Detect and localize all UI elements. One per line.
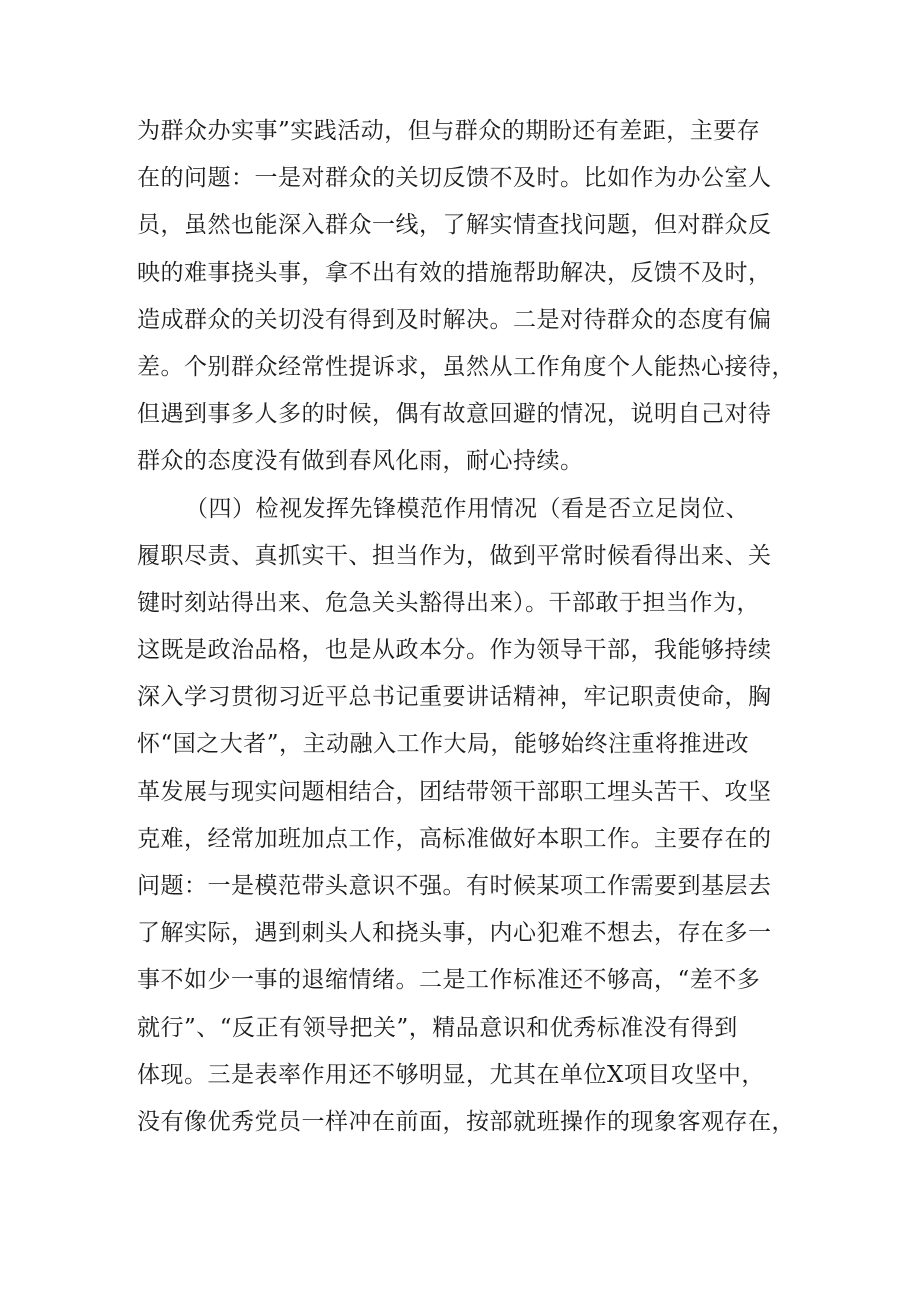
text-line: 深入学习贯彻习近平总书记重要讲话精神，牢记职责使命，胸 (137, 684, 772, 711)
text-line: 了解实际，遇到刺头人和挠头事，内心犯难不想去，存在多一 (137, 920, 772, 947)
text-line: 这既是政治品格，也是从政本分。作为领导干部，我能够持续 (137, 637, 772, 664)
text-line: 在的问题：一是对群众的关切反馈不及时。比如作为办公室人 (137, 165, 772, 192)
text-line: 就行”、“反正有领导把关”，精品意识和优秀标准没有得到 (137, 1014, 738, 1041)
text-line: 体现。三是表率作用还不够明显，尤其在单位X项目攻坚中， (137, 1061, 765, 1088)
text-line: 没有像优秀党员一样冲在前面，按部就班操作的现象客观存在， (137, 1108, 795, 1135)
text-line: 履职尽责、真抓实干、担当作为，做到平常时候看得出来、关 (137, 542, 772, 569)
text-line: 员，虽然也能深入群众一线，了解实情查找问题，但对群众反 (137, 212, 772, 239)
text-line: 事不如少一事的退缩情绪。二是工作标准还不够高，“差不多 (137, 967, 761, 994)
text-line: 映的难事挠头事，拿不出有效的措施帮助解决，反馈不及时， (137, 259, 772, 286)
text-line: 为群众办实事”实践活动，但与群众的期盼还有差距，主要存 (137, 118, 761, 144)
text-line: 问题：一是模范带头意识不强。有时候某项工作需要到基层去 (137, 873, 772, 899)
text-line: 但遇到事多人多的时候，偶有故意回避的情况，说明自己对待 (137, 401, 772, 428)
text-line: 差。个别群众经常性提诉求，虽然从工作角度个人能热心接待， (137, 353, 795, 380)
text-line: 克难，经常加班加点工作，高标准做好本职工作。主要存在的 (137, 825, 772, 852)
text-line: 革发展与现实问题相结合，团结带领干部职工埋头苦干、攻坚 (137, 778, 772, 805)
text-line: 怀“国之大者”，主动融入工作大局，能够始终注重将推进改 (137, 731, 750, 758)
text-line: 群众的态度没有做到春风化雨，耐心持续。 (137, 448, 584, 475)
section-heading-line: （四）检视发挥先锋模范作用情况（看是否立足岗位、 (185, 495, 749, 522)
text-line: 键时刻站得出来、危急关头豁得出来）。干部敢于担当作为， (137, 589, 760, 616)
body-text (137, 108, 802, 1146)
text-line: 造成群众的关切没有得到及时解决。二是对待群众的态度有偏 (137, 306, 772, 333)
